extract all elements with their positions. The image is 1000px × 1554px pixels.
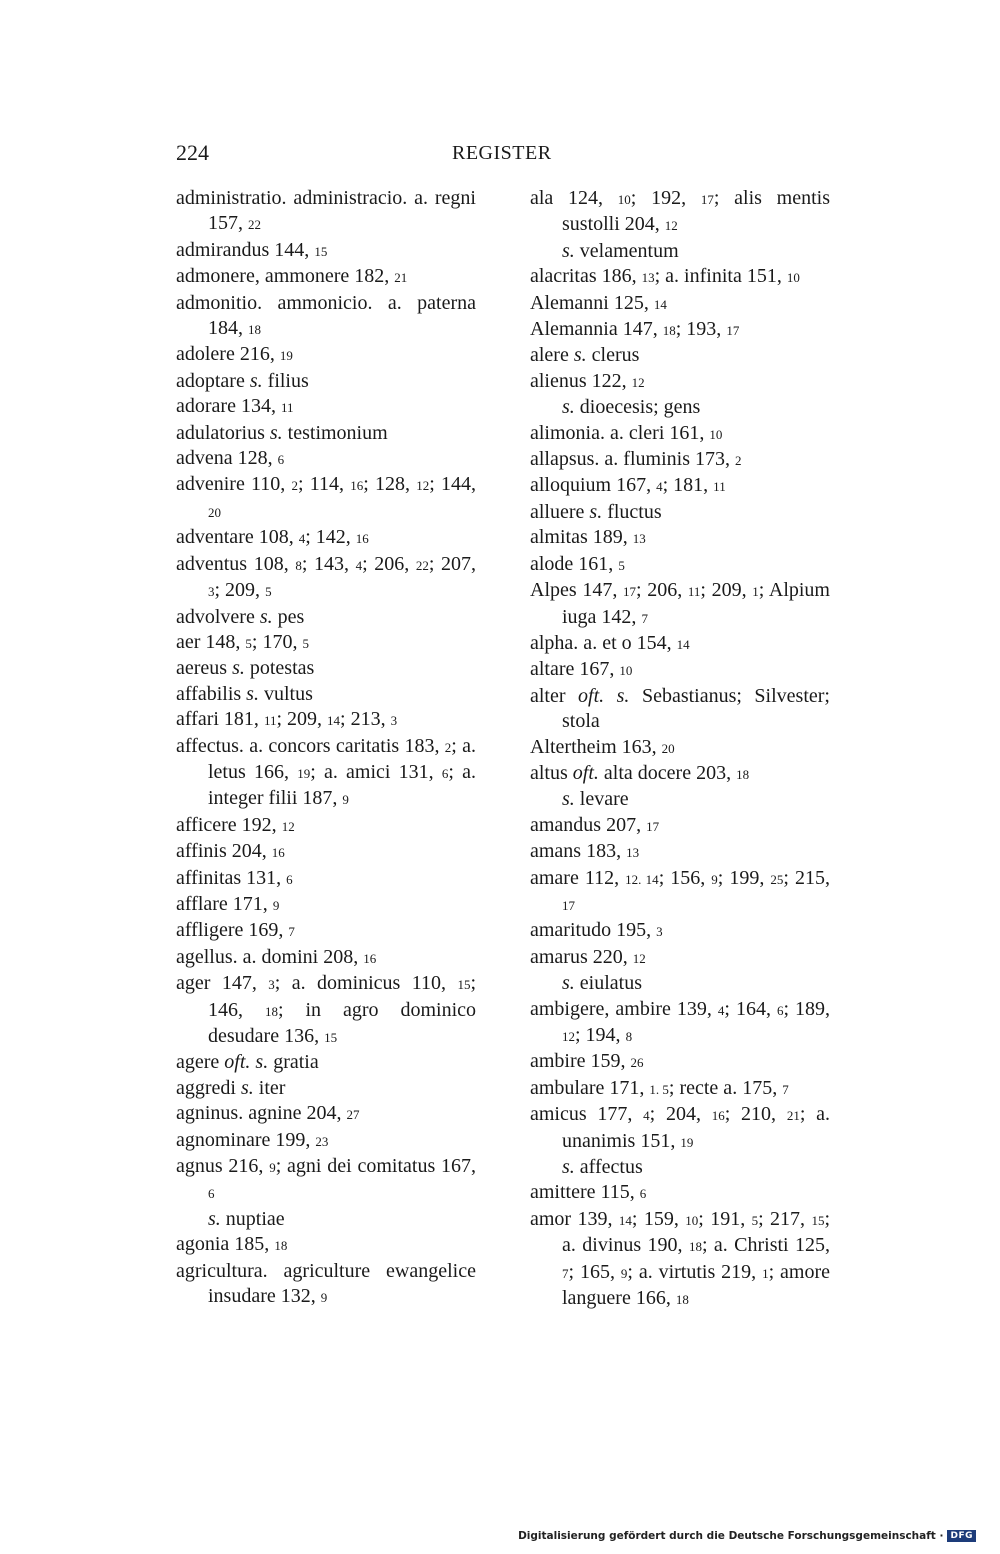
cross-reference: s. levare <box>562 788 629 811</box>
cross-reference: s. nuptiae <box>208 1207 285 1230</box>
index-entry: almitas 189, 13 <box>530 526 646 549</box>
index-entry: alode 161, 5 <box>530 552 625 575</box>
index-entry: agninus. agnine 204, 27 <box>176 1102 360 1125</box>
index-entry: advenire 110, 2; 114, 16; 128, 12; 144, 20 <box>176 473 476 520</box>
index-entry: admonitio. ammonicio. a. paterna 184, 18 <box>176 291 476 340</box>
index-entry: ala 124, 10; 192, 17; alis mentis sustolli 204, 12 <box>530 187 830 236</box>
index-entry: altare 167, 10 <box>530 658 633 681</box>
index-entry: affinitas 131, 6 <box>176 866 293 889</box>
footer-credit <box>518 1530 976 1542</box>
index-entry: adolere 216, 19 <box>176 343 293 366</box>
index-entry: aggredi s. iter <box>176 1076 286 1099</box>
index-entry: affligere 169, 7 <box>176 919 295 942</box>
index-entry: amicus 177, 4; 204, 16; 210, 21; a. unanimis 151, 19 <box>530 1103 831 1152</box>
index-entry: advolvere s. pes <box>176 605 305 628</box>
index-entry: advena 128, 6 <box>176 447 285 470</box>
index-entry: agricultura. agriculture ewangelice insudare 132, 9 <box>176 1259 476 1308</box>
index-entry: Altertheim 163, 20 <box>530 735 675 758</box>
index-entry: agellus. a. domini 208, 16 <box>176 945 377 968</box>
index-entry: adoptare s. filius <box>176 369 309 392</box>
index-column-right <box>530 186 830 1312</box>
cross-reference: s. velamentum <box>562 239 679 262</box>
index-entry: adulatorius s. testimonium <box>176 421 388 444</box>
index-entry: alienus 122, 12 <box>530 369 645 392</box>
index-entry: adventus 108, 8; 143, 4; 206, 22; 207, 3; 209, 5 <box>176 552 477 602</box>
index-entry: afflare 171, 9 <box>176 892 280 915</box>
index-entry: Alemanni 125, 14 <box>530 291 667 314</box>
running-head: REGISTER <box>452 142 552 164</box>
index-entry: amaritudo 195, 3 <box>530 919 663 942</box>
index-entry: ager 147, 3; a. dominicus 110, 15; 146, 18; in agro dominico desudare 136, 15 <box>176 972 476 1047</box>
index-entry: adventare 108, 4; 142, 16 <box>176 526 369 549</box>
index-entry: agere oft. s. gratia <box>176 1051 319 1074</box>
index-entry: agonia 185, 18 <box>176 1233 288 1256</box>
index-entry: agnominare 199, 23 <box>176 1128 329 1151</box>
index-entry: amittere 115, 6 <box>530 1181 647 1204</box>
index-entry: admirandus 144, 15 <box>176 238 328 261</box>
index-entry: agnus 216, 9; agni dei comitatus 167, 6 <box>176 1155 476 1202</box>
index-column-left <box>176 186 476 1310</box>
index-entry: amarus 220, 12 <box>530 945 646 968</box>
dfg-logo: DFG <box>947 1530 976 1542</box>
index-entry: alter oft. s. Sebastianus; Silvester; stola <box>530 684 830 733</box>
index-entry: alpha. a. et o 154, 14 <box>530 631 690 654</box>
index-entry: affinis 204, 16 <box>176 840 285 863</box>
index-entry: alacritas 186, 13; a. infinita 151, 10 <box>530 265 800 288</box>
index-entry: amor 139, 14; 159, 10; 191, 5; 217, 15; a. divinus 190, 18; a. Christi 125, 7; 165, 9; a. virtutis 219, 1; amore languere 166, 18 <box>530 1207 831 1310</box>
index-entry: ambigere, ambire 139, 4; 164, 6; 189, 12; 194, 8 <box>530 997 830 1046</box>
index-entry: Alemannia 147, 18; 193, 17 <box>530 318 740 341</box>
page-number: 224 <box>176 140 209 165</box>
cross-reference: s. eiulatus <box>562 972 643 995</box>
index-entry: altus oft. alta docere 203, 18 <box>530 761 750 784</box>
index-entry: affari 181, 11; 209, 14; 213, 3 <box>176 708 398 731</box>
cross-reference: s. affectus <box>562 1156 643 1179</box>
index-entry: affabilis s. vultus <box>176 682 313 705</box>
index-entry: ambire 159, 26 <box>530 1050 644 1073</box>
index-entry: adorare 134, 11 <box>176 395 294 418</box>
index-entry: allapsus. a. fluminis 173, 2 <box>530 448 742 471</box>
index-entry: afficere 192, 12 <box>176 813 295 836</box>
index-entry: affectus. a. concors caritatis 183, 2; a. letus 166, 19; a. amici 131, 6; a. integer filii 187, 9 <box>176 734 476 810</box>
index-entry: aer 148, 5; 170, 5 <box>176 630 309 653</box>
index-entry: admonere, ammonere 182, 21 <box>176 265 408 288</box>
index-entry: ambulare 171, 1. 5; recte a. 175, 7 <box>530 1076 789 1099</box>
index-entry: alimonia. a. cleri 161, 10 <box>530 421 723 444</box>
footer-text: Digitalisierung gefördert durch die Deutsche Forschungsgemeinschaft · <box>518 1530 944 1542</box>
index-entry: administratio. administracio. a. regni 157, 22 <box>176 187 476 235</box>
index-entry: amare 112, 12. 14; 156, 9; 199, 25; 215, 17 <box>530 866 830 913</box>
index-entry: alluere s. fluctus <box>530 500 662 523</box>
index-entry: Alpes 147, 17; 206, 11; 209, 1; Alpium iuga 142, 7 <box>530 579 830 628</box>
index-entry: amandus 207, 17 <box>530 813 660 836</box>
cross-reference: s. dioecesis; gens <box>562 396 701 419</box>
index-entry: alloquium 167, 4; 181, 11 <box>530 474 726 497</box>
index-entry: alere s. clerus <box>530 344 640 367</box>
index-entry: aereus s. potestas <box>176 657 315 680</box>
index-entry: amans 183, 13 <box>530 840 640 863</box>
